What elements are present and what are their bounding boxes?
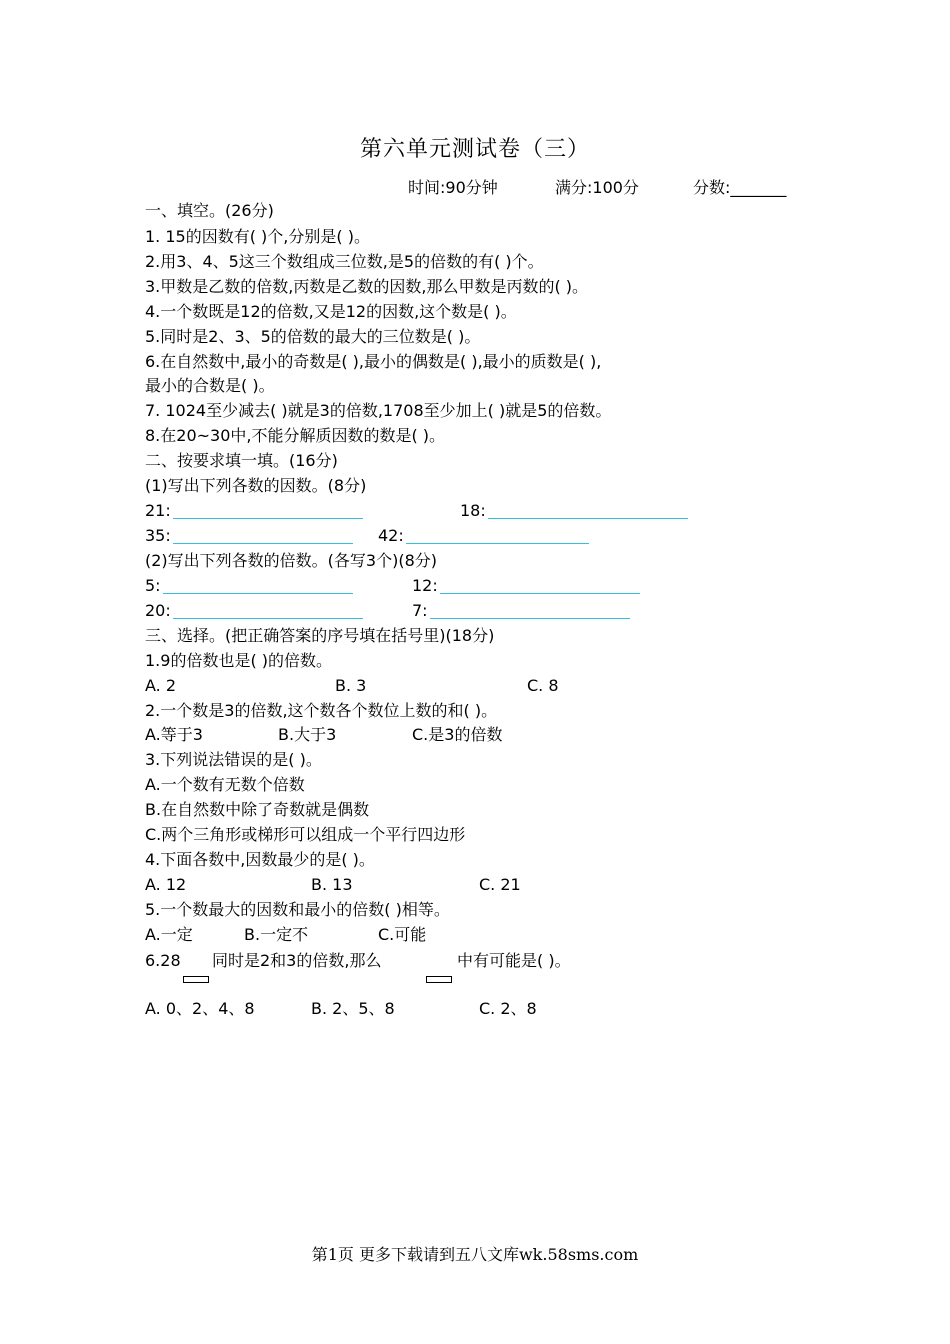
page-title: 第六单元测试卷（三） [359, 137, 590, 162]
sec3-q6-option-a: A. 0、2、4、8 [145, 999, 255, 1018]
section1-heading: 一、填空。(26分) [145, 201, 274, 220]
factor-label-18: 18: [460, 501, 486, 520]
sec1-question-3: 3.甲数是乙数的倍数,丙数是乙数的因数,那么甲数是丙数的( )。 [145, 277, 589, 296]
sec3-q4-option-b: B. 13 [311, 875, 353, 894]
digit-blank-box-ref [426, 976, 452, 983]
sec3-q2-option-a: A.等于3 [145, 725, 203, 744]
sec3-question-5: 5.一个数最大的因数和最小的倍数( )相等。 [145, 900, 450, 919]
sec1-question-4: 4.一个数既是12的倍数,又是12的因数,这个数是( )。 [145, 302, 517, 321]
sec3-question-1: 1.9的倍数也是( )的倍数。 [145, 651, 333, 670]
sec3-q5-option-b: B.一定不 [244, 925, 309, 944]
sec3-q1-option-b: B. 3 [335, 676, 367, 695]
answer-line-21[interactable] [173, 518, 363, 519]
sec1-question-2: 2.用3、4、5这三个数组成三位数,是5的倍数的有( )个。 [145, 252, 544, 271]
sec3-q1-option-c: C. 8 [527, 676, 559, 695]
sec3-q4-option-a: A. 12 [145, 875, 187, 894]
full-score: 满分:100分 [555, 178, 639, 197]
sec3-question-2: 2.一个数是3的倍数,这个数各个数位上数的和( )。 [145, 701, 498, 720]
multiple-label-7: 7: [412, 601, 428, 620]
sec3-question-4: 4.下面各数中,因数最少的是( )。 [145, 850, 375, 869]
sec2-part-2: (2)写出下列各数的倍数。(各写3个)(8分) [145, 551, 437, 570]
sec3-q6-option-b: B. 2、5、8 [311, 999, 395, 1018]
sec3-q3-option-b: B.在自然数中除了奇数就是偶数 [145, 800, 370, 819]
sec3-q1-option-a: A. 2 [145, 676, 177, 695]
page-footer: 第1页 更多下载请到五八文库wk.58sms.com [311, 1245, 639, 1264]
multiple-label-12: 12: [412, 576, 438, 595]
answer-line-18[interactable] [488, 518, 688, 519]
sec3-q5-option-c: C.可能 [378, 925, 427, 944]
sec3-q5-option-a: A.一定 [145, 925, 193, 944]
sec3-q6-option-c: C. 2、8 [479, 999, 537, 1018]
multiple-label-20: 20: [145, 601, 171, 620]
sec1-question-1: 1. 15的因数有( )个,分别是( )。 [145, 227, 370, 246]
answer-line-20[interactable] [173, 618, 363, 619]
factor-label-21: 21: [145, 501, 171, 520]
factor-label-35: 35: [145, 526, 171, 545]
sec3-q6-middle: 同时是2和3的倍数,那么 [212, 951, 382, 970]
time-limit: 时间:90分钟 [408, 178, 498, 197]
answer-line-12[interactable] [440, 593, 640, 594]
sec3-q3-option-c: C.两个三角形或梯形可以组成一个平行四边形 [145, 825, 466, 844]
section2-heading: 二、按要求填一填。(16分) [145, 451, 338, 470]
multiple-label-5: 5: [145, 576, 161, 595]
sec3-q3-option-a: A.一个数有无数个倍数 [145, 775, 305, 794]
section3-heading: 三、选择。(把正确答案的序号填在括号里)(18分) [145, 626, 495, 645]
score-field: 分数:_______ [693, 178, 787, 197]
sec1-question-6a: 6.在自然数中,最小的奇数是( ),最小的偶数是( ),最小的质数是( ), [145, 352, 602, 371]
answer-line-5[interactable] [163, 593, 353, 594]
sec3-q4-option-c: C. 21 [479, 875, 521, 894]
sec3-question-3: 3.下列说法错误的是( )。 [145, 750, 322, 769]
sec1-question-7: 7. 1024至少减去( )就是3的倍数,1708至少加上( )就是5的倍数。 [145, 401, 612, 420]
sec1-question-5: 5.同时是2、3、5的倍数的最大的三位数是( )。 [145, 327, 481, 346]
sec2-part-1: (1)写出下列各数的因数。(8分) [145, 476, 367, 495]
sec3-q2-option-b: B.大于3 [278, 725, 337, 744]
factor-label-42: 42: [378, 526, 404, 545]
sec1-question-8: 8.在20~30中,不能分解质因数的数是( )。 [145, 426, 446, 445]
answer-line-7[interactable] [430, 618, 630, 619]
answer-line-35[interactable] [173, 543, 353, 544]
sec3-q2-option-c: C.是3的倍数 [412, 725, 503, 744]
answer-line-42[interactable] [406, 543, 589, 544]
digit-blank-box [183, 976, 209, 983]
sec3-q6-suffix: 中有可能是( )。 [457, 951, 571, 970]
sec1-question-6b: 最小的合数是( )。 [145, 376, 275, 395]
sec3-q6-prefix: 6.28 [145, 951, 181, 970]
